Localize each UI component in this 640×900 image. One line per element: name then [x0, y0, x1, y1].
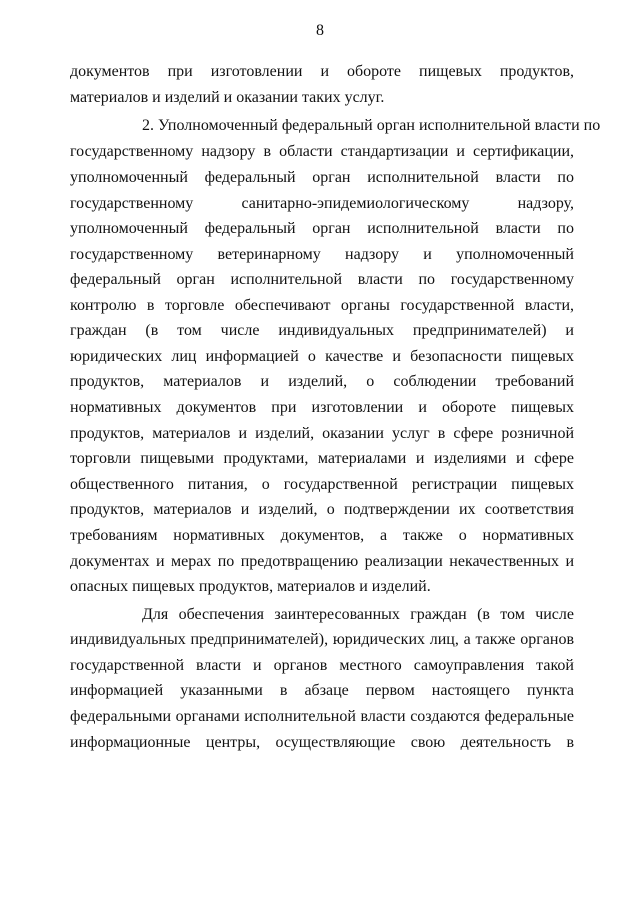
text-line: торговли пищевыми продуктами, материалами и изделиями и сфере — [70, 450, 574, 467]
text-line: общественного питания, о государственной регистрации пищевых — [70, 476, 574, 493]
text-line: документов при изготовлении и обороте пищевых продуктов, — [70, 63, 574, 80]
text-line: материалов и изделий и оказании таких услуг. — [70, 89, 385, 106]
text-line: продуктов, материалов и изделий, оказании услуг в сфере розничной — [70, 425, 574, 442]
text-line: уполномоченный федеральный орган исполнительной власти по — [70, 220, 574, 237]
text-line: продуктов, материалов и изделий, о подтверждении их соответствия — [70, 501, 574, 518]
text-line: федеральный орган исполнительной власти по государственному — [70, 271, 574, 288]
text-line: государственному надзору в области стандартизации и сертификации, — [70, 143, 574, 160]
text-line: Для обеспечения заинтересованных граждан (в том числе — [142, 606, 574, 623]
text-line: юридических лиц информацией о качестве и безопасности пищевых — [70, 348, 574, 365]
text-line: уполномоченный федеральный орган исполнительной власти по — [70, 169, 574, 186]
text-line: информационные центры, осуществляющие свою деятельность в — [70, 734, 574, 751]
text-line: индивидуальных предпринимателей), юридических лиц, а также органов — [70, 631, 574, 648]
text-line: контролю в торговле обеспечивают органы государственной власти, — [70, 297, 574, 314]
text-line: граждан (в том числе индивидуальных предпринимателей) и — [70, 322, 574, 339]
page-number: 8 — [316, 22, 324, 39]
text-line: федеральными органами исполнительной власти создаются федеральные — [70, 708, 574, 725]
text-line: опасных пищевых продуктов, материалов и изделий. — [70, 578, 431, 595]
text-line: информацией указанными в абзаце первом настоящего пункта — [70, 682, 574, 699]
text-line: требованиям нормативных документов, а также о нормативных — [70, 527, 574, 544]
text-line: документах и мерах по предотвращению реализации некачественных и — [70, 553, 574, 570]
text-line: государственному ветеринарному надзору и уполномоченный — [70, 246, 574, 263]
text-line: государственной власти и органов местного самоуправления такой — [70, 657, 574, 674]
text-line: нормативных документов при изготовлении и обороте пищевых — [70, 399, 574, 416]
text-line: государственному санитарно-эпидемиологическому надзору, — [70, 195, 574, 212]
text-line: продуктов, материалов и изделий, о соблюдении требований — [70, 373, 574, 390]
text-line: 2. Уполномоченный федеральный орган исполнительной власти по — [142, 117, 601, 134]
